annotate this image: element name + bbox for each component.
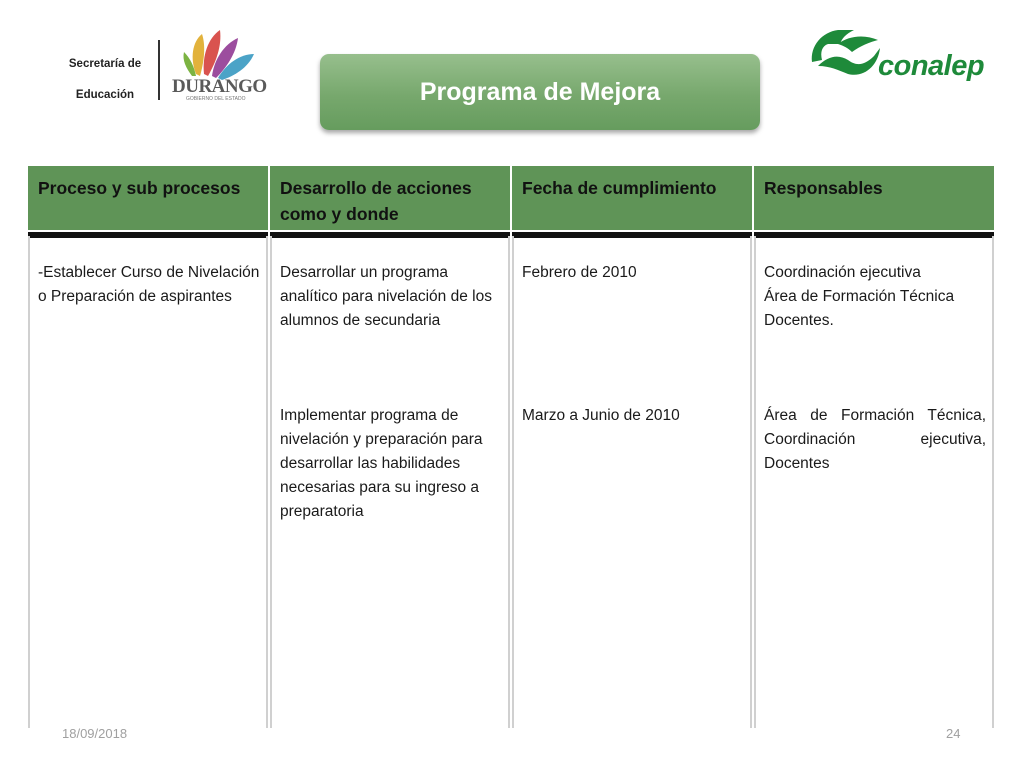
column-header-fecha: Fecha de cumplimiento [512, 166, 752, 230]
table-column-desarrollo [270, 166, 510, 728]
footer-date: 18/09/2018 [62, 726, 128, 741]
responsables-cell-1 [764, 261, 986, 333]
fecha-cell-1: Febrero de 2010 [522, 264, 637, 281]
desarrollo-cell-1: Desarrollar un programa analítico para nivelación de los alumnos de secundaria [280, 264, 492, 329]
desarrollo-cell-2: Implementar programa de nivelación y preparación para desarrollar las habilidades necesarias para su ingreso a preparatoria [280, 407, 483, 520]
proceso-cell-1: -Establecer Curso de Nivelación o Preparación de aspirantes [38, 264, 260, 305]
column-header-responsables: Responsables [754, 166, 994, 230]
table-column-fecha [512, 166, 752, 728]
responsables-line: Docentes. [764, 312, 834, 329]
column-body [28, 236, 268, 728]
header-divider [158, 40, 160, 100]
conalep-logo-text: conalep [878, 50, 985, 82]
durango-logo-text: DURANGO [172, 76, 267, 97]
secretaria-label: Secretaría de [68, 58, 142, 70]
responsables-line: Área de Formación Técnica [764, 288, 955, 305]
responsables-line: Coordinación ejecutiva [764, 264, 921, 281]
table-column-responsables [754, 166, 994, 728]
column-header-proceso: Proceso y sub procesos [28, 166, 268, 230]
educacion-label: Educación [75, 89, 135, 101]
conalep-logo-icon [808, 26, 886, 84]
responsables-cell-2: Área de Formación Técnica, Coordinación ejecutiva, Docentes [764, 407, 986, 472]
column-header-desarrollo: Desarrollo de acciones como y donde [270, 166, 510, 230]
durango-logo-subtitle: GOBIERNO DEL ESTADO [186, 96, 246, 102]
column-body [512, 236, 752, 728]
fecha-cell-2: Marzo a Junio de 2010 [522, 407, 680, 424]
table-column-proceso [28, 166, 268, 728]
page-number: 24 [946, 726, 961, 741]
page-title: Programa de Mejora [320, 54, 760, 130]
